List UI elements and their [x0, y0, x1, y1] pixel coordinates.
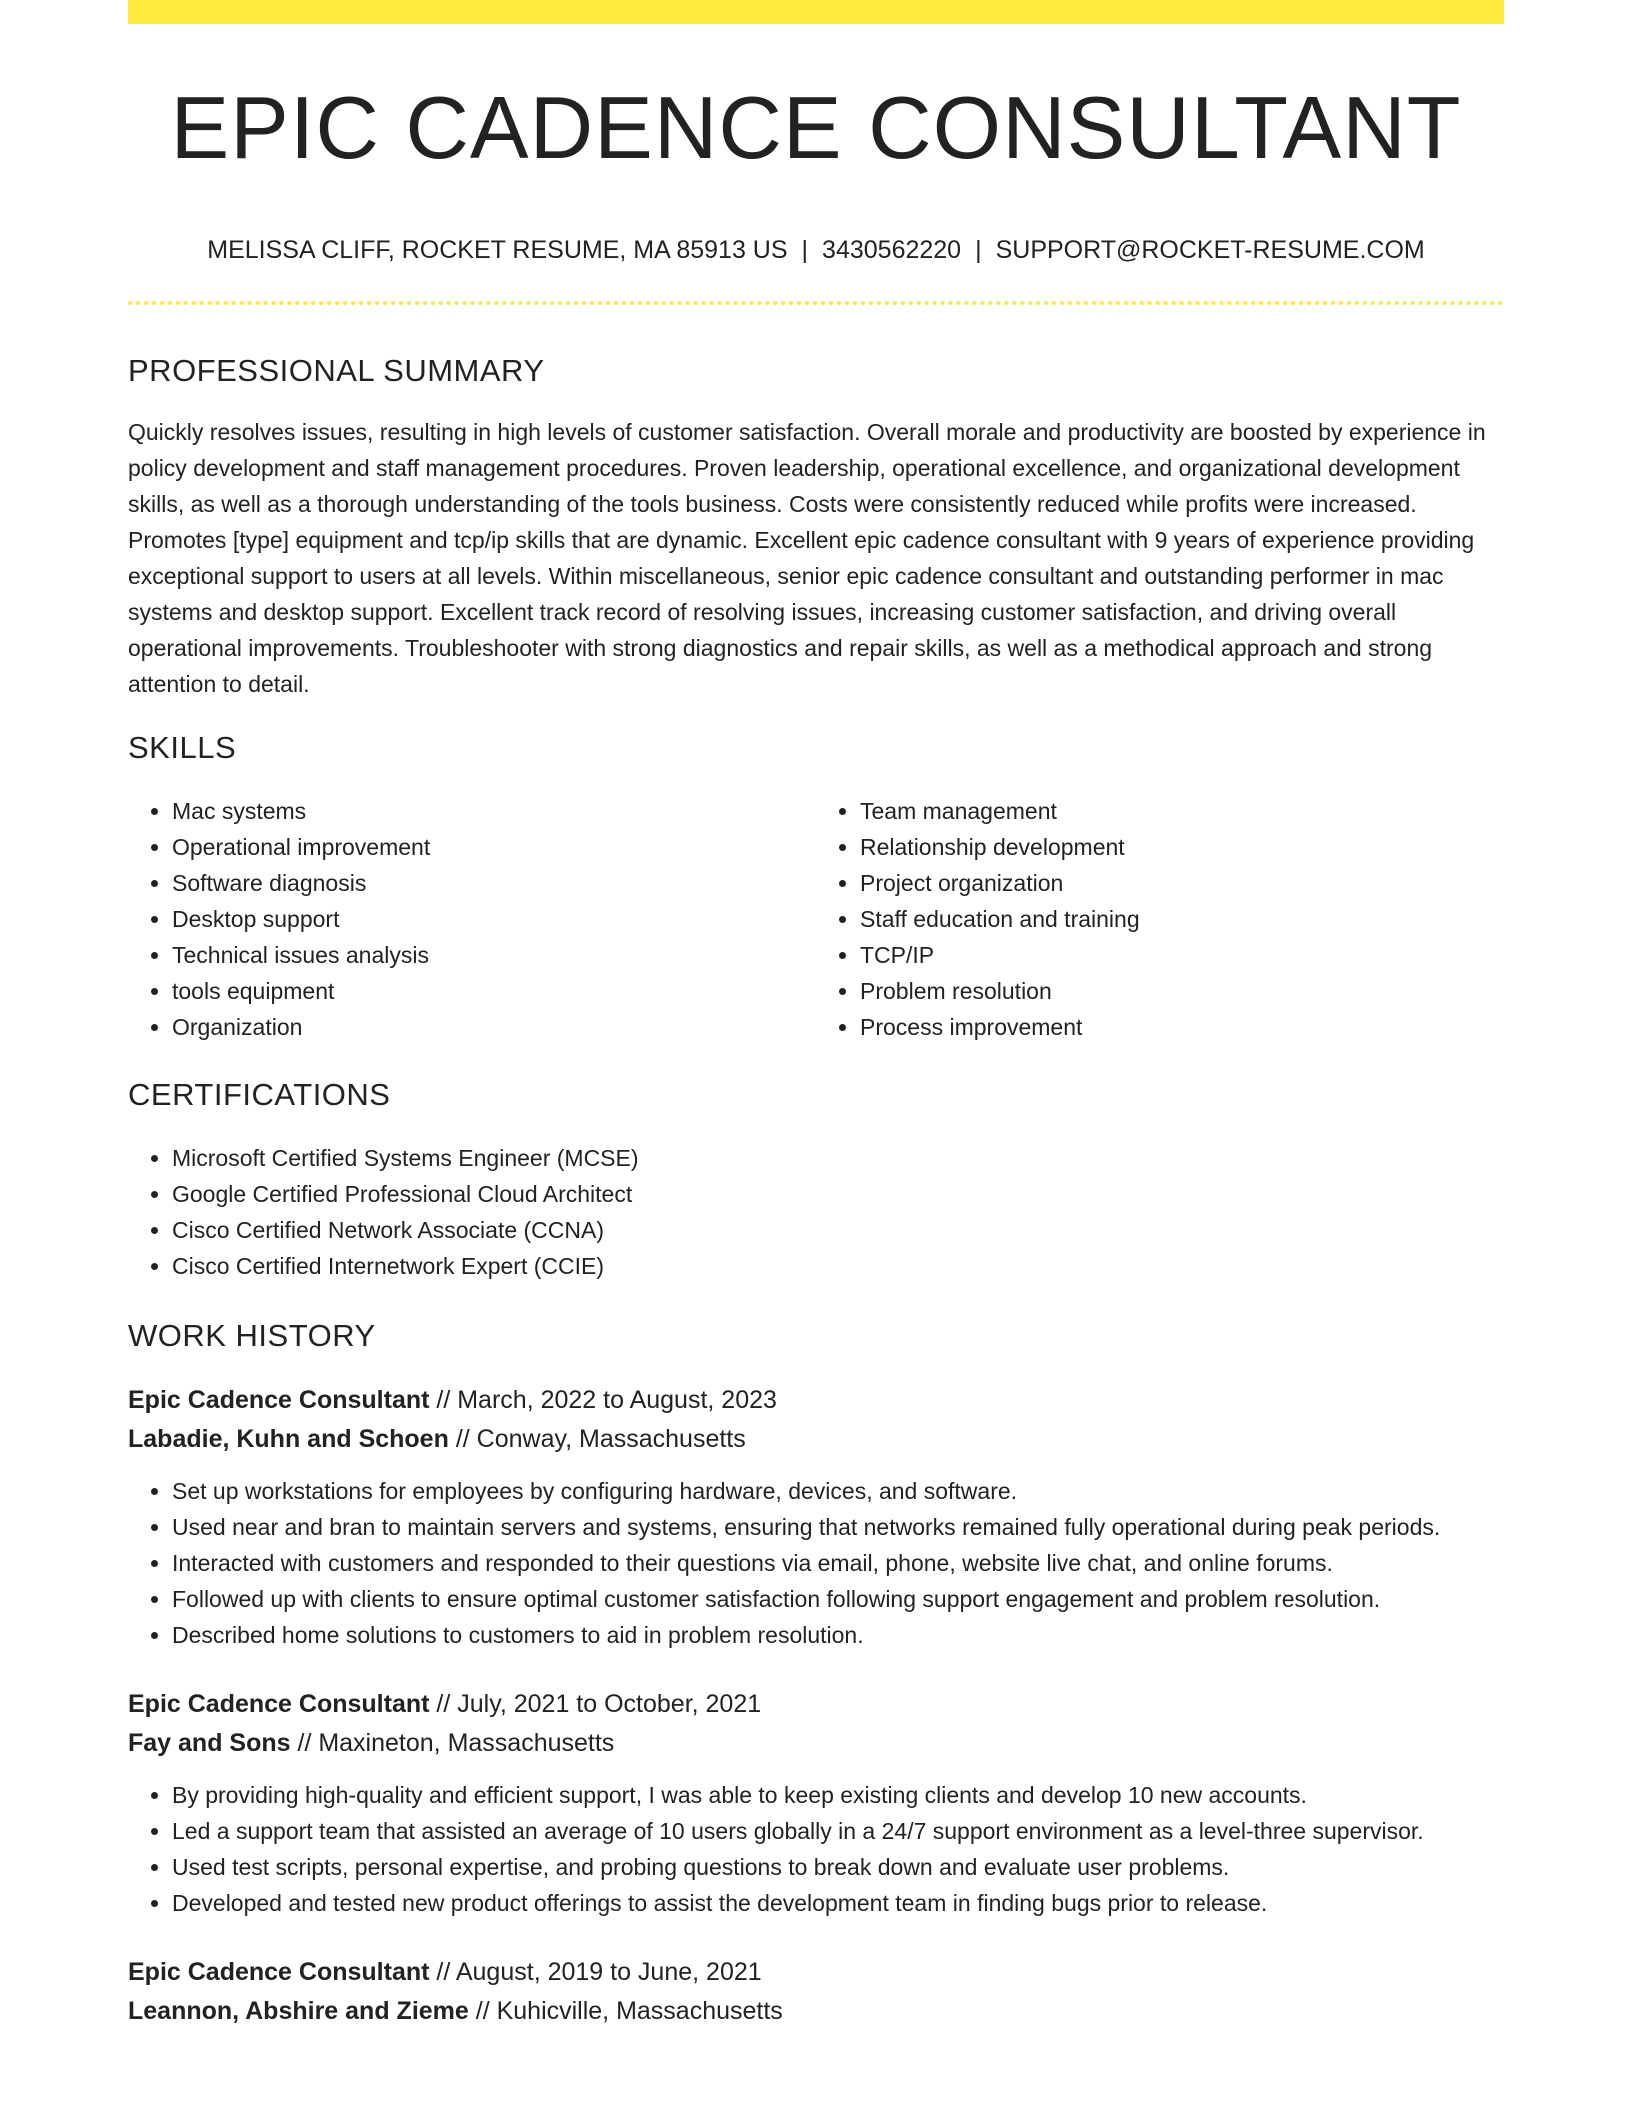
- skills-list-left: [128, 793, 816, 1045]
- skill-item: • Software diagnosis: [172, 865, 816, 901]
- job-bullet: • Developed and tested new product offerings to assist the development team in finding bugs prior to release.: [172, 1885, 1504, 1921]
- summary-heading: PROFESSIONAL SUMMARY: [128, 353, 545, 388]
- job-company: Labadie, Kuhn and Schoen: [128, 1425, 449, 1453]
- job-role: Epic Cadence Consultant: [128, 1386, 430, 1414]
- skills-columns: [128, 793, 1504, 1045]
- job-company-line: [128, 1724, 1504, 1763]
- job-entry: [128, 1953, 1504, 2031]
- job-role-line: [128, 1953, 1504, 1992]
- contact-phone: 3430562220: [822, 236, 962, 264]
- contact-line: [128, 238, 1504, 263]
- skill-item: • Desktop support: [172, 901, 816, 937]
- job-location: // Conway, Massachusetts: [448, 1425, 746, 1453]
- job-role: Epic Cadence Consultant: [128, 1690, 430, 1718]
- job-bullet: • Used near and bran to maintain servers and systems, ensuring that networks remained fully operational during peak periods.: [172, 1509, 1504, 1545]
- contact-address: MELISSA CLIFF, ROCKET RESUME, MA 85913 US: [207, 236, 788, 264]
- job-company-line: [128, 1992, 1504, 2031]
- certification-item: • Google Certified Professional Cloud Architect: [172, 1176, 1504, 1212]
- job-bullets: [128, 1777, 1504, 1921]
- job-bullet: • Interacted with customers and responded to their questions via email, phone, website live chat, and online forums.: [172, 1545, 1504, 1581]
- skill-item: • Relationship development: [860, 829, 1504, 865]
- contact-email: SUPPORT@ROCKET-RESUME.COM: [995, 236, 1425, 264]
- job-bullet: • Used test scripts, personal expertise, and probing questions to break down and evaluate user problems.: [172, 1849, 1504, 1885]
- job-role: Epic Cadence Consultant: [128, 1958, 430, 1986]
- work-history-heading: WORK HISTORY: [128, 1318, 376, 1353]
- skill-item: • Operational improvement: [172, 829, 816, 865]
- skills-list-right: [816, 793, 1504, 1045]
- job-company: Leannon, Abshire and Zieme: [128, 1997, 469, 2025]
- skill-item: • Organization: [172, 1009, 816, 1045]
- job-bullet: • Set up workstations for employees by configuring hardware, devices, and software.: [172, 1473, 1504, 1509]
- resume-page: [128, 0, 1504, 2031]
- skill-item: • Mac systems: [172, 793, 816, 829]
- skill-item: • Technical issues analysis: [172, 937, 816, 973]
- certifications-list: [128, 1140, 1504, 1284]
- job-bullet: • By providing high-quality and efficient support, I was able to keep existing clients and develop 10 new accounts.: [172, 1777, 1504, 1813]
- job-bullets: [128, 1473, 1504, 1653]
- job-entry: [128, 1381, 1504, 1653]
- certifications-heading: CERTIFICATIONS: [128, 1077, 391, 1112]
- skill-item: • Project organization: [860, 865, 1504, 901]
- certification-item: • Cisco Certified Internetwork Expert (CCIE): [172, 1248, 1504, 1284]
- resume-title: EPIC CADENCE CONSULTANT: [170, 78, 1462, 177]
- job-dates: // August, 2019 to June, 2021: [429, 1958, 762, 1986]
- certification-item: • Cisco Certified Network Associate (CCNA): [172, 1212, 1504, 1248]
- skill-item: • Staff education and training: [860, 901, 1504, 937]
- job-bullet: • Described home solutions to customers to aid in problem resolution.: [172, 1617, 1504, 1653]
- job-bullet: • Led a support team that assisted an average of 10 users globally in a 24/7 support environment as a level-three supervisor.: [172, 1813, 1504, 1849]
- skill-item: • Process improvement: [860, 1009, 1504, 1045]
- skill-item: • Team management: [860, 793, 1504, 829]
- skill-item: • tools equipment: [172, 973, 816, 1009]
- job-company: Fay and Sons: [128, 1729, 291, 1757]
- summary-text: Quickly resolves issues, resulting in high levels of customer satisfaction. Overall morale and productivity are boosted by experience in policy development and staff management procedures. Proven leadership, operational excellence, and organizational development skills, as well as a thorough understanding of the tools business. Costs were consistently reduced while profits were increased. Promotes [type] equipment and tcp/ip skills that are dynamic. Excellent epic cadence consultant with 9 years of experience providing exceptional support to users at all levels. Within miscellaneous, senior epic cadence consultant and outstanding performer in mac systems and desktop support. Excellent track record of resolving issues, increasing customer satisfaction, and driving overall operational improvements. Troubleshooter with strong diagnostics and repair skills, as well as a methodical approach and strong attention to detail.: [128, 419, 1486, 697]
- dotted-divider: [128, 301, 1504, 305]
- job-dates: // March, 2022 to August, 2023: [429, 1386, 777, 1414]
- job-company-line: [128, 1420, 1504, 1459]
- top-accent-bar: [128, 0, 1504, 24]
- job-location: // Kuhicville, Massachusetts: [468, 1997, 783, 2025]
- job-role-line: [128, 1381, 1504, 1420]
- skills-heading: SKILLS: [128, 730, 237, 765]
- job-location: // Maxineton, Massachusetts: [290, 1729, 615, 1757]
- job-entry: [128, 1685, 1504, 1921]
- job-dates: // July, 2021 to October, 2021: [429, 1690, 762, 1718]
- certification-item: • Microsoft Certified Systems Engineer (MCSE): [172, 1140, 1504, 1176]
- job-bullet: • Followed up with clients to ensure optimal customer satisfaction following support engagement and problem resolution.: [172, 1581, 1504, 1617]
- job-role-line: [128, 1685, 1504, 1724]
- contact-separator: |: [975, 236, 982, 264]
- skill-item: • TCP/IP: [860, 937, 1504, 973]
- contact-separator: |: [801, 236, 809, 264]
- skill-item: • Problem resolution: [860, 973, 1504, 1009]
